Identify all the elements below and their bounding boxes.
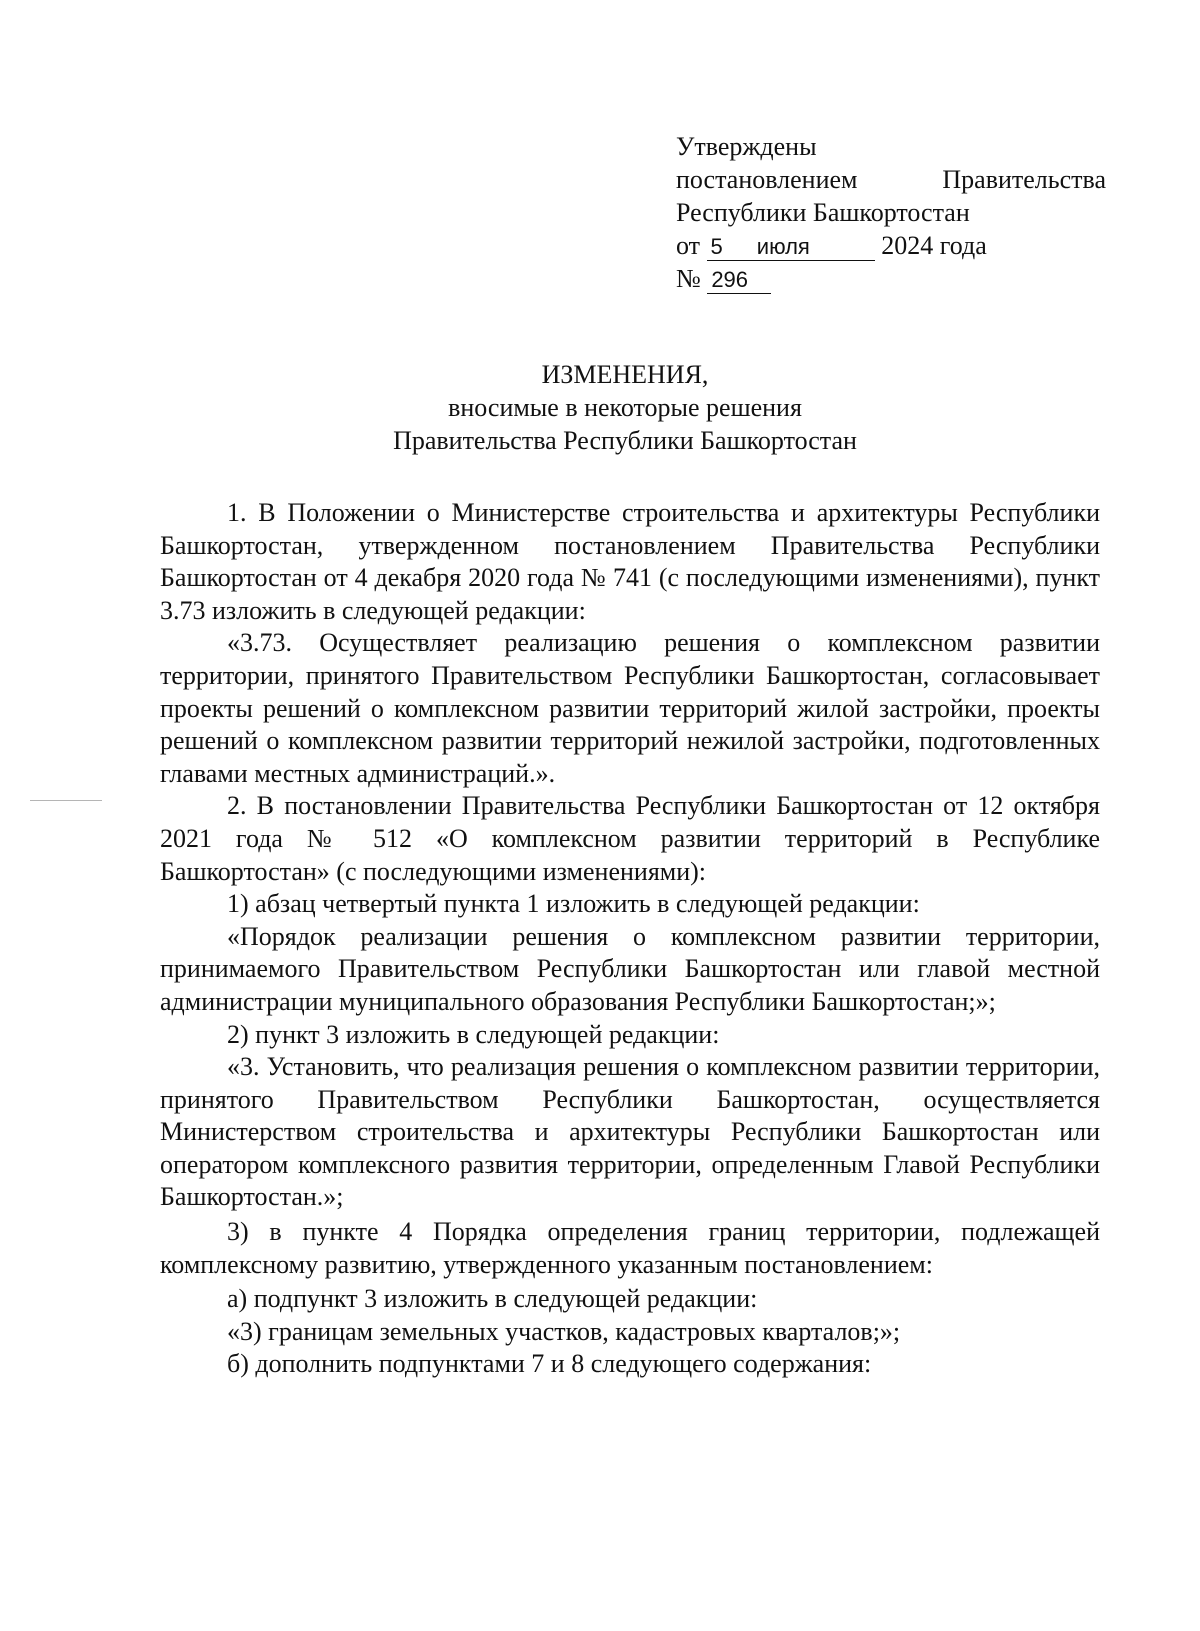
document-number: 296 [707,267,771,294]
date-month: июля [727,234,875,261]
paragraph-5: «Порядок реализации решения о комплексном развитии территории, принимаемого Правительством Республики Башкортостан или главой местной администрации муниципального образования Республики Башкортостан;»; [160,921,1100,1016]
paragraph-3: 2. В постановлении Правительства Республики Башкортостан от 12 октября 2021 года № 512 «О комплексном развитии территорий в Республике Башкортостан» (с последующими изменениями): [160,791,1100,886]
approval-line-resolution [676,163,1106,196]
date-year: 2024 года [881,231,987,260]
paragraph-10: «3) границам земельных участков, кадастровых кварталов;»; [227,1316,901,1346]
paragraph-1: 1. В Положении о Министерстве строительства и архитектуры Республики Башкортостан, утвержденном постановлением Правительства Республики Башкортостан от 4 декабря 2020 года № 741 (с последующими изменениями), пункт 3.73 изложить в следующей редакции: [160,498,1100,625]
date-prefix: от [676,231,701,260]
paragraph-9: а) подпункт 3 изложить в следующей редакции: [227,1284,758,1314]
paragraph-6: 2) пункт 3 изложить в следующей редакции: [227,1019,720,1049]
approval-line-approved: Утверждены [676,132,817,161]
approval-stamp-block [676,130,1106,295]
paragraph-2: «3.73. Осуществляет реализацию решения о комплексном развитии территории, принятого Правительством Республики Башкортостан, согласовывает проекты решений о комплексном развитии территорий жилой застройки, проекты решений о комплексном развитии территорий нежилой застройки, подготовленных главами местных администраций.». [160,628,1100,788]
paragraph-7: «3. Установить, что реализация решения о комплексном развитии территории, принятого Правительством Республики Башкортостан, осуществляется Министерством строительства и архитектуры Республики Башкортостан или оператором комплексного развития территории, определенным Главой Республики Башкортостан.»; [160,1052,1100,1212]
approval-line-republic: Республики Башкортостан [676,198,970,227]
approval-resolution-word: постановлением [676,165,858,194]
approval-date-line [676,229,1106,262]
approval-government-word: Правительства [942,165,1106,194]
document-heading [150,358,1100,457]
document-title: ИЗМЕНЕНИЯ, [541,360,709,389]
date-day: 5 [707,234,727,261]
scan-artifact-line [30,800,102,801]
document-subtitle-line2: Правительства Республики Башкортостан [393,426,857,455]
paragraph-4: 1) абзац четвертый пункта 1 изложить в следующей редакции: [227,889,920,919]
number-prefix: № [676,264,701,293]
document-subtitle-line1: вносимые в некоторые решения [448,393,802,422]
paragraph-11: б) дополнить подпунктами 7 и 8 следующего содержания: [227,1349,872,1379]
paragraph-8: 3) в пункте 4 Порядка определения границ территории, подлежащей комплексному развитию, утвержденного указанным постановлением: [160,1217,1100,1279]
document-body [160,497,1100,1381]
approval-number-line [676,262,1106,295]
